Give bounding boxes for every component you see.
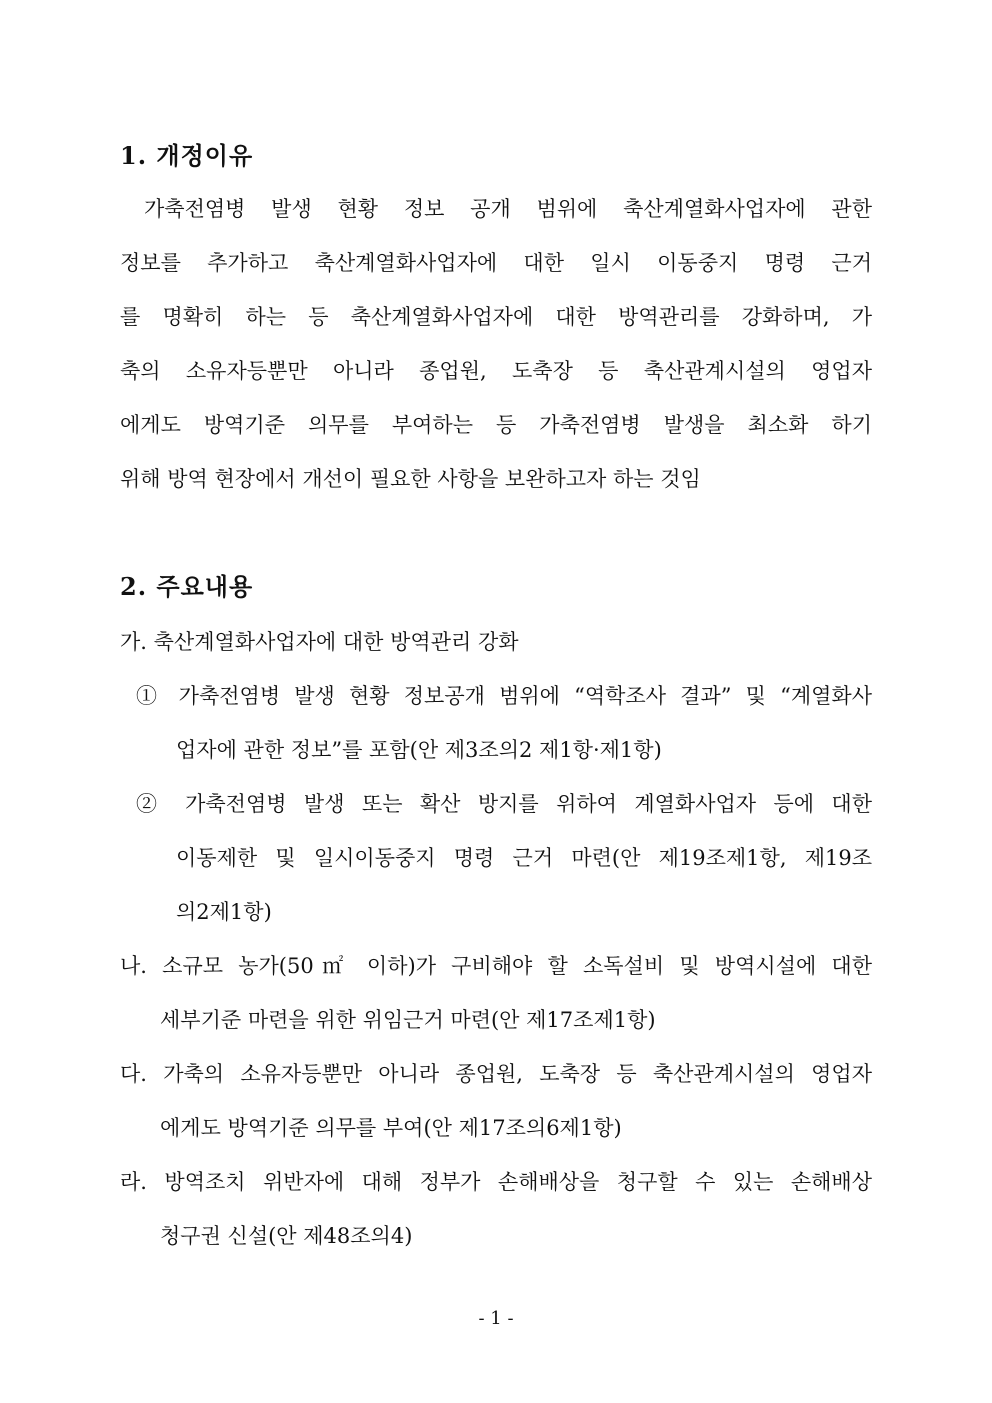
section-2-heading: 2. 주요내용 [120, 572, 254, 601]
reason-line-1: 가축전염병 발생 현황 정보 공개 범위에 축산계열화사업자에 관한 [144, 197, 872, 221]
page-number: - 1 - [478, 1308, 514, 1329]
item-da-line1: 다. 가축의 소유자등뿐만 아니라 종업원, 도축장 등 축산관계시설의 영업자 [120, 1062, 872, 1086]
reason-line-3: 를 명확히 하는 등 축산계열화사업자에 대한 방역관리를 강화하며, 가 [120, 305, 872, 329]
item-ga-sub1-line1: ① 가축전염병 발생 현황 정보공개 범위에 “역학조사 결과” 및 “계열화사 [136, 684, 872, 708]
item-da-line2: 에게도 방역기준 의무를 부여(안 제17조의6제1항) [160, 1116, 622, 1140]
reason-line-6: 위해 방역 현장에서 개선이 필요한 사항을 보완하고자 하는 것임 [120, 467, 701, 491]
item-na-line1: 나. 소규모 농가(50㎡ 이하)가 구비해야 할 소독설비 및 방역시설에 대한 [120, 954, 872, 978]
item-ga-sub1-line2: 업자에 관한 정보”를 포함(안 제3조의2 제1항·제1항) [176, 738, 662, 762]
item-ga-title: 가. 축산계열화사업자에 대한 방역관리 강화 [120, 630, 519, 654]
item-ga-sub2-line2: 이동제한 및 일시이동중지 명령 근거 마련(안 제19조제1항, 제19조 [176, 846, 872, 870]
reason-line-4: 축의 소유자등뿐만 아니라 종업원, 도축장 등 축산관계시설의 영업자 [120, 359, 872, 383]
item-ra-line1: 라. 방역조치 위반자에 대해 정부가 손해배상을 청구할 수 있는 손해배상 [120, 1170, 872, 1194]
item-ga-sub2-line1: ② 가축전염병 발생 또는 확산 방지를 위하여 계열화사업자 등에 대한 [136, 792, 872, 816]
item-ga-sub2-line3: 의2제1항) [176, 900, 272, 924]
item-ra-line2: 청구권 신설(안 제48조의4) [160, 1224, 413, 1248]
section-1-heading: 1. 개정이유 [120, 141, 254, 170]
reason-line-5: 에게도 방역기준 의무를 부여하는 등 가축전염병 발생을 최소화 하기 [120, 413, 872, 437]
item-na-line2: 세부기준 마련을 위한 위임근거 마련(안 제17조제1항) [160, 1008, 656, 1032]
reason-line-2: 정보를 추가하고 축산계열화사업자에 대한 일시 이동중지 명령 근거 [120, 251, 872, 275]
